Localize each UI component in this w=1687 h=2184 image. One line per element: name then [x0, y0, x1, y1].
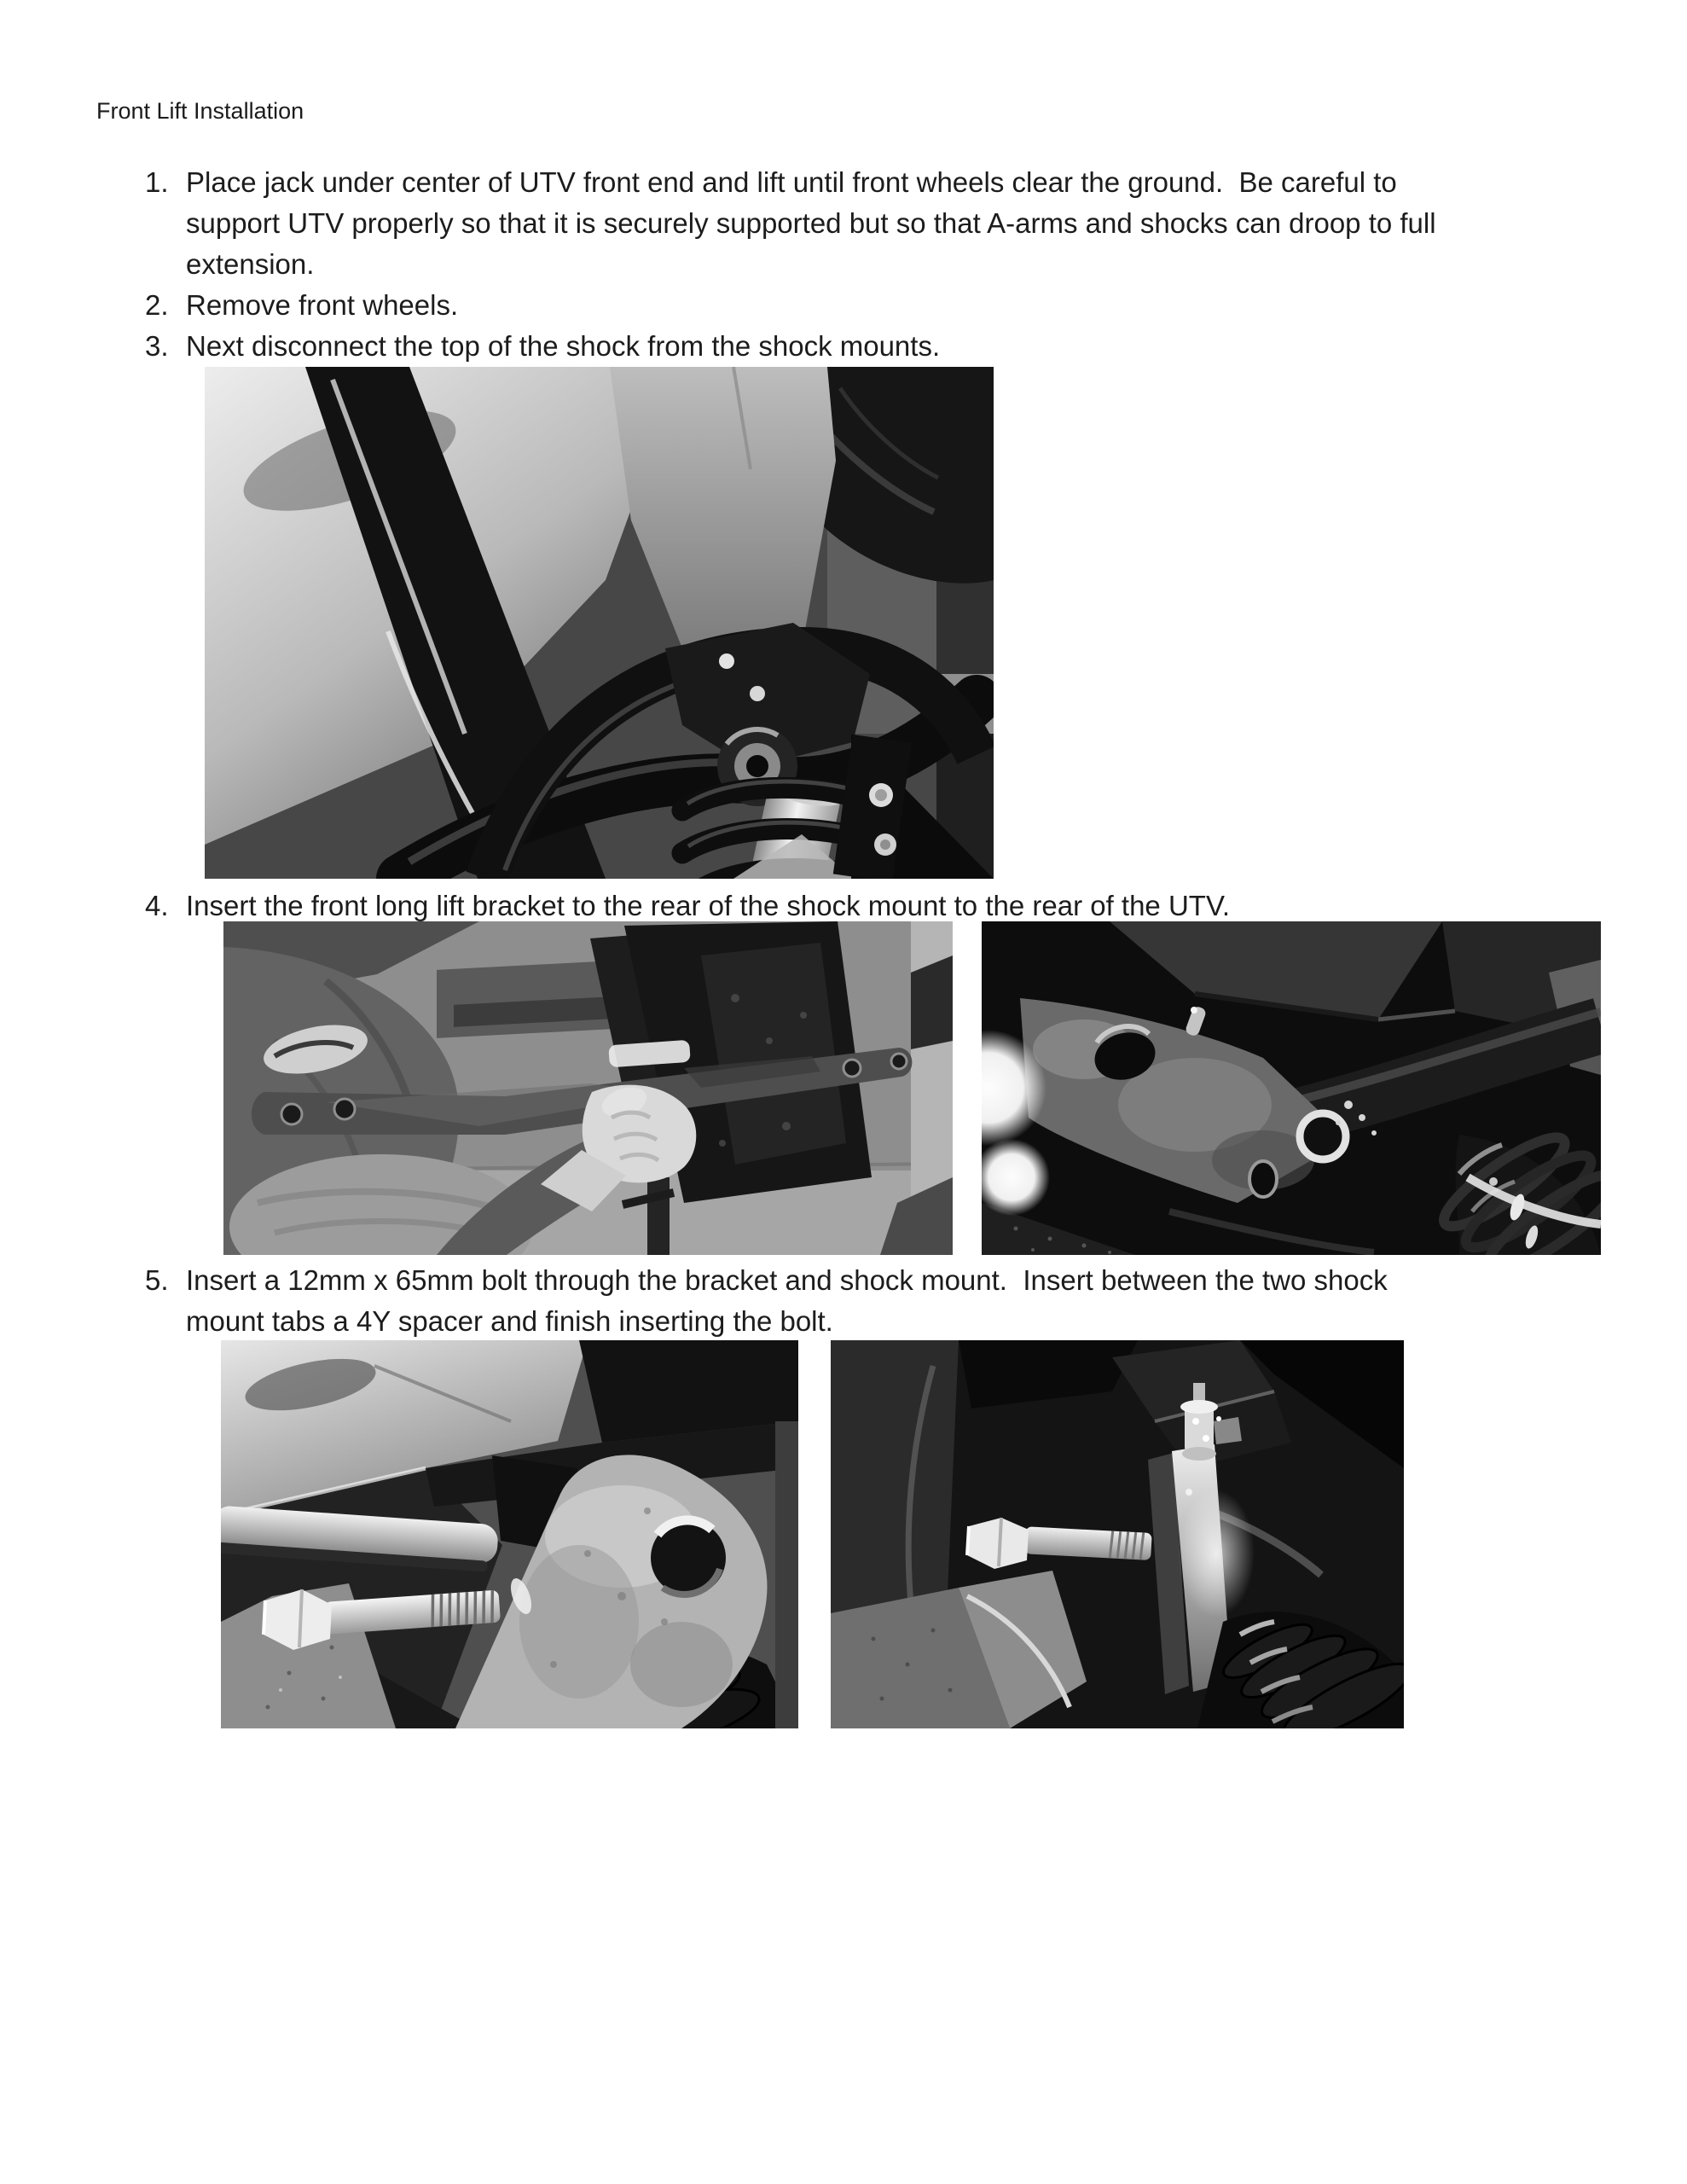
figure-spacer-bolt: [831, 1340, 1404, 1728]
step-text-line: Remove front wheels.: [186, 289, 459, 321]
front-shock-and-mount-photo: [205, 367, 994, 879]
step-text-line: extension.: [186, 248, 315, 280]
figure-row-step5: [202, 1340, 1629, 1728]
step-4: [145, 886, 1629, 1255]
step-text-line: mount tabs a 4Y spacer and finish inserting the bolt.: [186, 1305, 833, 1337]
figure-shock-mount: [205, 367, 994, 879]
spacer-between-shock-mount-tabs-photo: [831, 1340, 1404, 1728]
step-1: [145, 162, 1629, 285]
figure-bracket-installed: [982, 921, 1601, 1255]
figure-hand-bracket: [223, 921, 953, 1255]
step-3: [145, 326, 1629, 879]
step-number: 4.: [145, 890, 169, 921]
figure-row-step4: [205, 921, 1629, 1255]
step-number: 2.: [145, 289, 169, 321]
step-number: 5.: [145, 1264, 169, 1296]
step-number: 1.: [145, 166, 169, 198]
step-text-line: Place jack under center of UTV front end and lift until front wheels clear the ground. Be careful to: [186, 166, 1397, 198]
step-text-line: support UTV properly so that it is securely supported but so that A-arms and shocks can droop to full: [186, 207, 1436, 239]
bolt-through-bracket-photo: [221, 1340, 798, 1728]
instruction-list: [145, 162, 1629, 1728]
step-text-line: Next disconnect the top of the shock from the shock mounts.: [186, 330, 941, 362]
step-2: [145, 285, 1629, 326]
step-text-line: Insert the front long lift bracket to the rear of the shock mount to the rear of the UTV.: [186, 890, 1231, 921]
figure-bolt-bracket: [221, 1340, 798, 1728]
lift-bracket-behind-shock-mount-photo: [982, 921, 1601, 1255]
step-5: [145, 1260, 1629, 1728]
page-title: Front Lift Installation: [96, 98, 304, 124]
step-number: 3.: [145, 330, 169, 362]
hand-holding-lift-bracket-photo: [223, 921, 953, 1255]
step-text-line: Insert a 12mm x 65mm bolt through the bracket and shock mount. Insert between the two shock: [186, 1264, 1388, 1296]
